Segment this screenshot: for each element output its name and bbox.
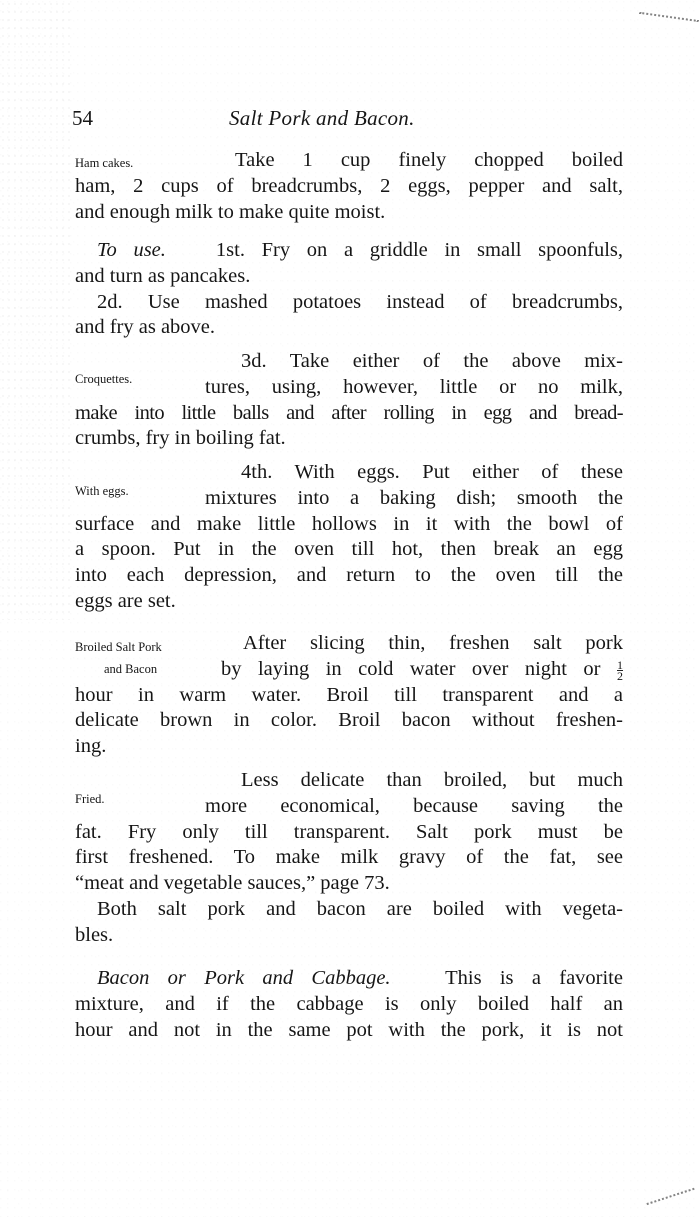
- text-line: more economical, because saving the: [205, 794, 623, 817]
- text-line: hour and not in the same pot with the pork, it is not: [75, 1018, 623, 1041]
- text-line: and fry as above.: [75, 316, 216, 339]
- text-span: by laying in cold water over night or: [221, 657, 601, 680]
- lead-cabbage: Bacon or Pork and Cabbage.: [97, 967, 391, 989]
- text-span: This is a favorite: [445, 967, 623, 989]
- text-line: eggs are set.: [75, 589, 176, 612]
- text-line: “meat and vegetable sauces,” page 73.: [75, 872, 390, 895]
- section-to-use: [75, 238, 623, 341]
- fraction-numerator: 1: [617, 657, 623, 672]
- text-line: 4th. With eggs. Put either of these: [241, 461, 623, 483]
- text-line: surface and make little hollows in it with the bowl of: [75, 512, 623, 535]
- text-line: ing.: [75, 735, 107, 758]
- running-title: Salt Pork and Bacon.: [229, 106, 415, 130]
- section-with-eggs: [75, 460, 623, 615]
- text-line: 2d. Use mashed potatoes instead of breadcrumbs,: [97, 290, 623, 313]
- fraction-denominator: 2: [617, 668, 623, 683]
- fraction-one-half: [617, 657, 623, 683]
- text-line: [75, 966, 623, 992]
- text-line: [75, 238, 623, 264]
- text-line: tures, using, however, little or no milk,: [205, 375, 623, 398]
- text-line: Both salt pork and bacon are boiled with vegeta-: [97, 897, 623, 920]
- section-ham-cakes: [75, 148, 623, 225]
- text-line: first freshened. To make milk gravy of the fat, see: [75, 846, 623, 869]
- lead-to-use: To use.: [97, 239, 166, 261]
- scan-smudge-bottom-right: [646, 1188, 699, 1220]
- margin-note-broiled-1: Broiled Salt Pork: [75, 640, 162, 654]
- page-number: 54: [72, 106, 93, 130]
- running-head: [72, 106, 620, 134]
- text-line: mixtures into a baking dish; smooth the: [205, 486, 623, 509]
- text-line: mixture, and if the cabbage is only boiled half an: [75, 992, 623, 1015]
- text-line: 3d. Take either of the above mix-: [241, 350, 623, 372]
- text-span: 1st. Fry on a griddle in small spoonfuls,: [215, 239, 623, 261]
- text-line: fat. Fry only till transparent. Salt pork must be: [75, 820, 623, 843]
- text-line: hour in warm water. Broil till transparent and a: [75, 683, 623, 706]
- text-line: into each depression, and return to the oven till the: [75, 564, 623, 587]
- text-line: a spoon. Put in the oven till hot, then break an egg: [75, 538, 623, 561]
- margin-note-croquettes: Croquettes.: [75, 372, 133, 386]
- text-line: crumbs, fry in boiling fat.: [75, 427, 286, 450]
- margin-note-fried: Fried.: [75, 792, 105, 806]
- text-line: Less delicate than broiled, but much: [241, 769, 623, 791]
- section-broiled: [75, 631, 623, 760]
- text-line: ham, 2 cups of breadcrumbs, 2 eggs, pepper and salt,: [75, 174, 623, 197]
- text-line: make into little balls and after rolling in egg and bread-: [75, 401, 623, 424]
- section-cabbage: [75, 966, 623, 1043]
- section-croquettes: [75, 349, 623, 452]
- text-line: delicate brown in color. Broil bacon without freshen-: [75, 709, 623, 732]
- text-line: Take 1 cup finely chopped boiled: [235, 149, 623, 171]
- text-line: and turn as pancakes.: [75, 264, 251, 287]
- text-line: bles.: [75, 923, 114, 946]
- margin-note-with-eggs: With eggs.: [75, 484, 129, 498]
- scan-noise-left: [0, 0, 70, 620]
- scan-smudge-top-right: [639, 0, 700, 22]
- section-fried: [75, 768, 623, 949]
- text-line: and enough milk to make quite moist.: [75, 200, 386, 223]
- text-line: After slicing thin, freshen salt pork: [243, 632, 623, 654]
- margin-note-ham-cakes: Ham cakes.: [75, 156, 134, 170]
- text-line: [75, 657, 623, 683]
- margin-note-broiled-2: and Bacon: [104, 662, 158, 676]
